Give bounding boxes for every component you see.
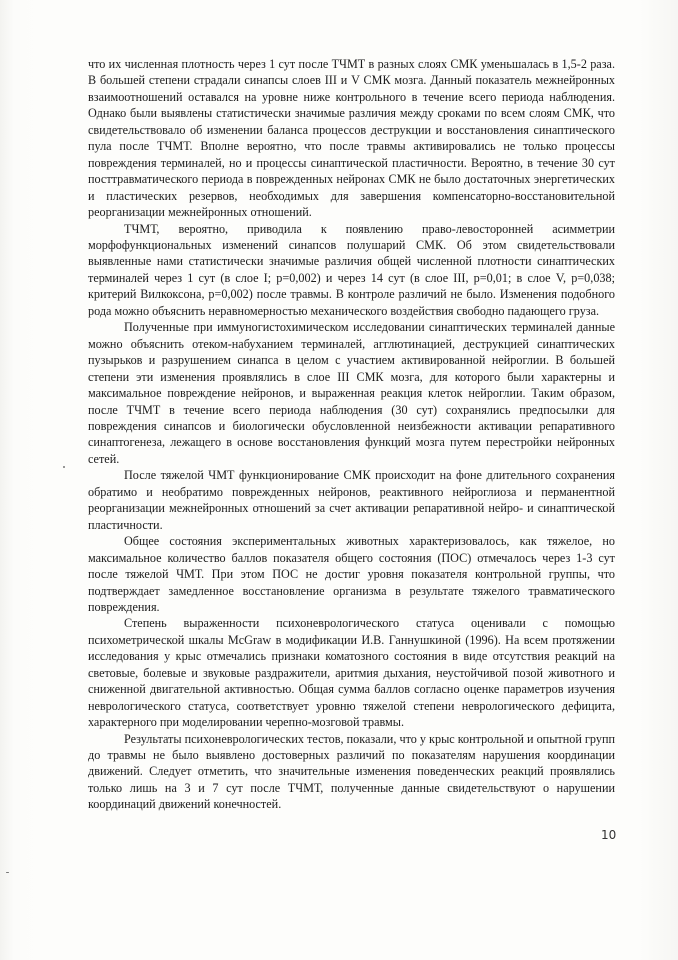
scan-speck xyxy=(63,466,65,468)
paragraph-1: что их численная плотность через 1 сут после ТЧМТ в разных слоях СМК уменьшалась в 1,5-2 раза. В большей степени страдали синапсы слоев III и V СМК мозга. Данный показатель межнейронных взаимоотношений оставался на уровне ниже контрольного в течение всего периода наблюдения. Однако были выявлены статистически значимые различия между сроками по всем слоям СМК, что свидетельствовало об изменении баланса процессов деструкции и восстановления синаптического пула после ТЧМТ. Вполне вероятно, что после травмы активировались не только процессы повреждения терминалей, но и процессы синаптической пластичности. Вероятно, в течение 30 сут посттравматического периода в поврежденных нейронах СМК не было достаточных энергетических и пластических резервов, необходимых для завершения компенсаторно-восстановительной реорганизации межнейронных отношений. xyxy=(88,57,615,220)
paragraph-4: После тяжелой ЧМТ функционирование СМК происходит на фоне длительного сохранения обратимо и необратимо поврежденных нейронов, реактивного нейроглиоза и перманентной реорганизации межнейронных отношений за счет активации репаративной нейро- и синаптической пластичности. xyxy=(88,468,615,532)
paragraph-3: Полученные при иммуногистохимическом исследовании синаптических терминалей данные можно объяснить отеком-набуханием терминалей, агглютинацией, деструкцией синаптических пузырьков и разрушением синапса в целом с участием активированной нейроглии. В большей степени эти изменения проявлялись в слое III СМК мозга, для которого были характерны и максимальное повреждение нейронов, и выраженная реакция клеток нейроглии. Таким образом, после ТЧМТ в течение всего периода наблюдения (30 сут) сохранялись предпосылки для повреждения синапсов и биологически обусловленной неизбежности активации репаративного синаптогенеза, лежащего в основе восстановления функций мозга путем перестройки нейронных сетей. xyxy=(88,320,615,466)
paragraph-7: Результаты психоневрологических тестов, показали, что у крыс контрольной и опытной групп до травмы не было выявлено достоверных различий по показателям нарушения координации движений. Следует отметить, что значительные изменения поведенческих реакций проявлялись только лишь на 3 и 7 сут после ТЧМТ, полученные данные свидетельствуют о нарушении координаций движений конечностей. xyxy=(88,731,615,812)
paragraph-2: ТЧМТ, вероятно, приводила к появлению право-левосторонней асимметрии морфофункциональных изменений синапсов полушарий СМК. Об этом свидетельствовали выявленные нами статистически значимые различия общей численной плотности синаптических терминалей через 1 сут (в слое I; p=0,002) и через 14 сут (в слое III, p=0,01; в слое V, p=0,038; критерий Вилкоксона, p=0,002) после травмы. В контроле различий не было. Изменения подобного рода можно объяснить неравномерностью механического воздействия свободно падающего груза. xyxy=(88,221,615,318)
paragraph-6: Степень выраженности психоневрологического статуса оценивали с помощью психометрической шкалы McGraw в модификации И.В. Ганнушкиной (1996). На всем протяжении исследования у крыс отмечались признаки коматозного состояния в виде отсутствия реакций на световые, болевые и звуковые раздражители, аритмия дыхания, неустойчивой позой животного и сниженной двигательной активностью. Общая сумма баллов согласно оценке параметров изучения неврологического статуса, соответствует уровню тяжелой степени неврологического дефицита, характерного при моделировании черепно-мозговой травмы. xyxy=(88,616,615,730)
paragraph-5: Общее состояния экспериментальных животных характеризовалось, как тяжелое, но максимальное количество баллов показателя общего состояния (ПОС) отмечалось через 1-3 сут после тяжелой ЧМТ. При этом ПОС не достиг уровня показателя контрольной группы, что подтверждает замедленное восстановление организма в результате тяжелого травматического повреждения. xyxy=(88,534,615,614)
body-text xyxy=(88,56,615,813)
scan-speck xyxy=(6,872,9,873)
page-number: 10 xyxy=(601,828,617,842)
